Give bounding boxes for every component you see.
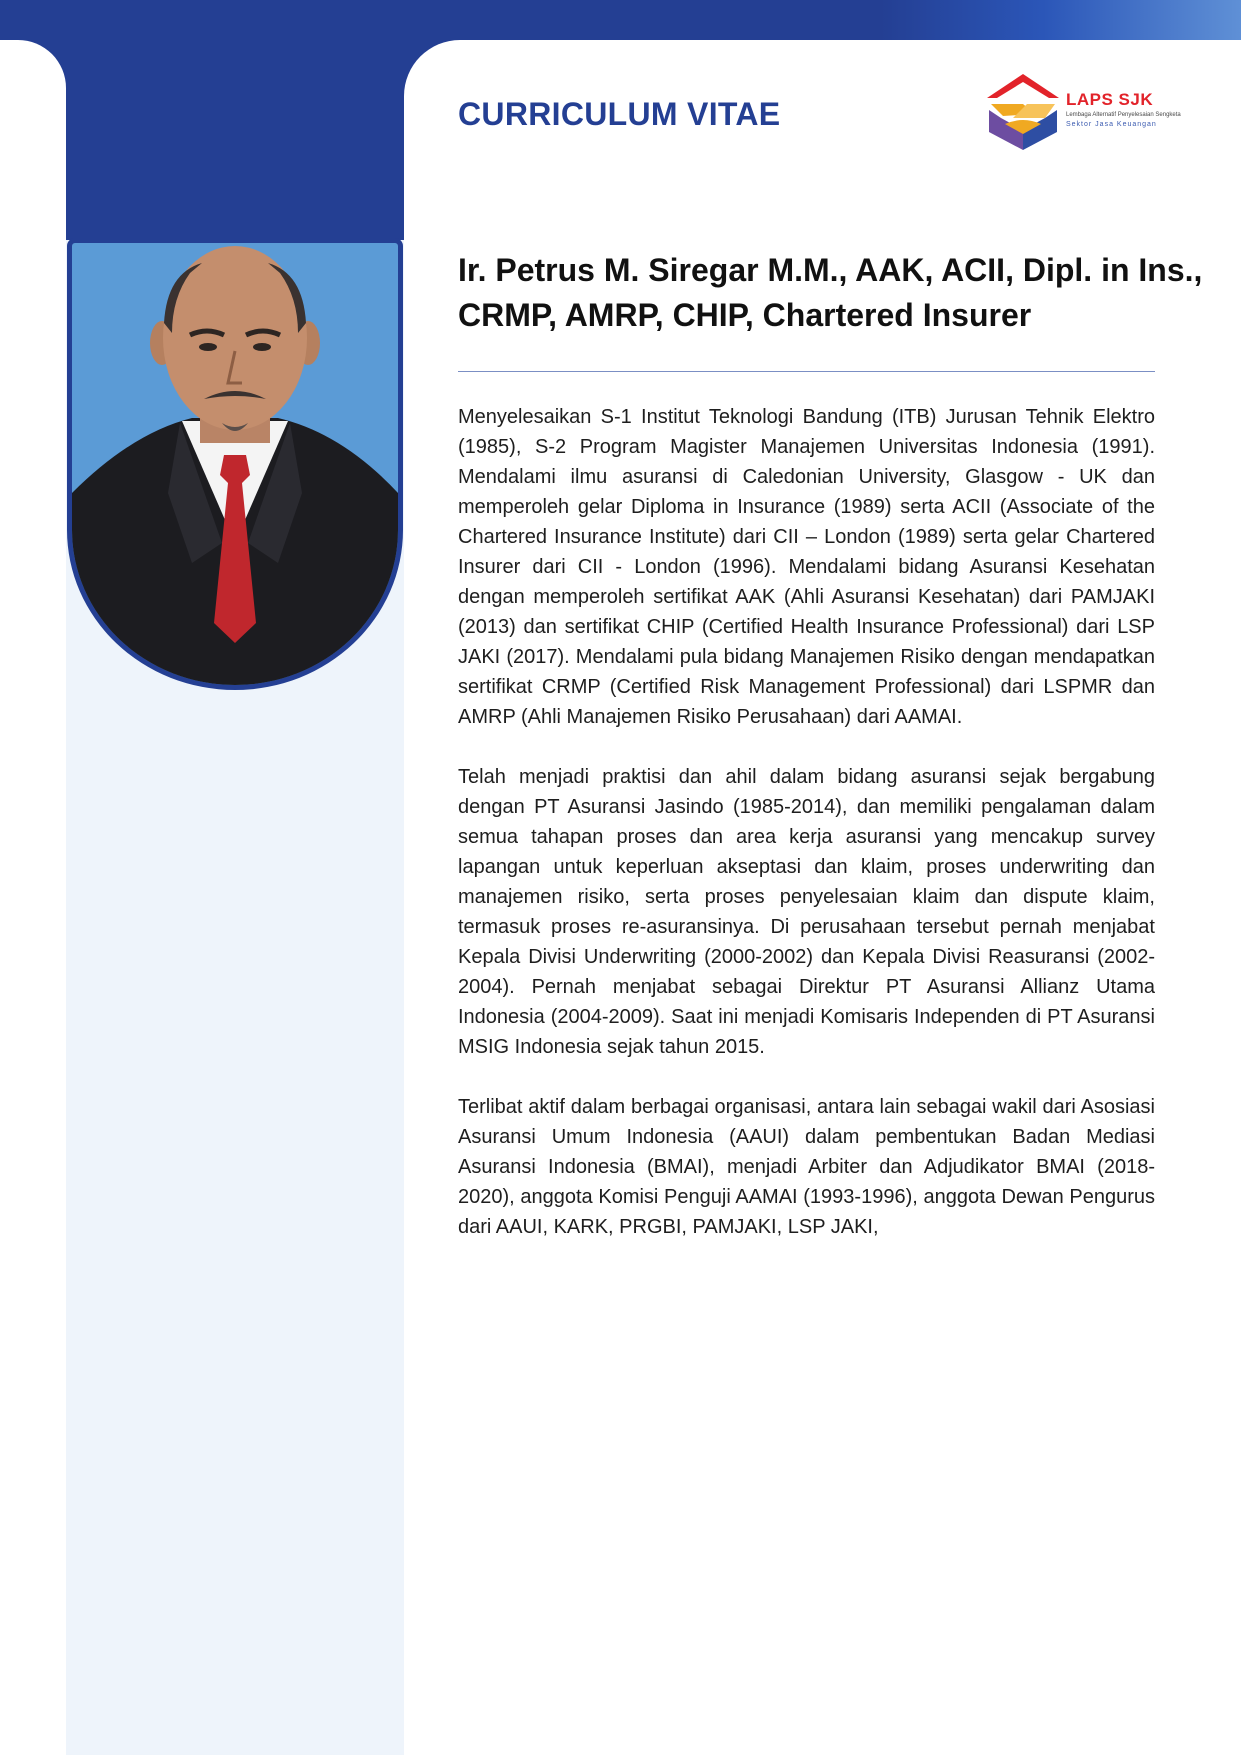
logo-tagline: Sektor Jasa Keuangan — [1066, 121, 1157, 128]
header-band-accent — [881, 0, 1241, 42]
left-margin — [0, 40, 66, 1755]
biography — [458, 402, 1155, 1272]
logo-name: LAPS SJK — [1066, 90, 1154, 109]
laps-sjk-logo — [983, 70, 1183, 154]
bio-paragraph-organizations: Terlibat aktif dalam berbagai organisasi, antara lain sebagai wakil dari Asosiasi Asuransi Umum Indonesia (AAUI) dalam pembentukan Badan Mediasi Asuransi Indonesia (BMAI), menjadi Arbiter dan Adjudikator BMAI (2018-2020), anggota Komisi Penguji AAMAI (1993-1996), anggota Dewan Pengurus dari AAUI, KARK, PRGBI, PAMJAKI, LSP JAKI, — [458, 1096, 1155, 1238]
heading-divider — [458, 371, 1155, 372]
bio-paragraph-career: Telah menjadi praktisi dan ahil dalam bidang asuransi sejak bergabung dengan PT Asuransi Jasindo (1985-2014), dan memiliki pengalaman dalam semua tahapan proses dan area kerja asuransi yang mencakup survey lapangan untuk keperluan akseptasi dan klaim, proses underwriting dan manajemen risiko, serta proses penyelesaian klaim dan dispute klaim, termasuk proses re-asuransinya. Di perusahaan tersebut pernah menjabat Kepala Divisi Underwriting (2000-2002) dan Kepala Divisi Reasuransi (2002-2004). Pernah menjabat sebagai Direktur PT Asuransi Allianz Utama Indonesia (2004-2009). Saat ini menjadi Komisaris Independen di PT Asuransi MSIG Indonesia sejak tahun 2015. — [458, 766, 1155, 1058]
portrait-photo — [67, 238, 403, 690]
page-title: CURRICULUM VITAE — [458, 96, 781, 132]
logo-mark-icon — [983, 70, 1063, 154]
person-name: Ir. Petrus M. Siregar M.M., AAK, ACII, Dipl. in Ins., CRMP, AMRP, CHIP, Chartered Insurer — [458, 252, 1203, 333]
logo-subtitle: Lembaga Alternatif Penyelesaian Sengketa — [1066, 112, 1181, 118]
bio-paragraph-education: Menyelesaikan S-1 Institut Teknologi Bandung (ITB) Jurusan Tehnik Elektro (1985), S-2 Program Magister Manajemen Universitas Indonesia (1991). Mendalami ilmu asuransi di Caledonian University, Glasgow - UK dan memperoleh gelar Diploma in Insurance (1989) serta ACII (Associate of the Chartered Insurance Institute) dari CII – London (1989) serta gelar Chartered Insurer dari CII - London (1996). Mendalami bidang Asuransi Kesehatan dengan memperoleh sertifikat AAK (Ahli Asuransi Kesehatan) dari PAMJAKI (2013) dan sertifikat CHIP (Certified Health Insurance Professional) dari LSP JAKI (2017). Mendalami pula bidang Manajemen Risiko dengan mendapatkan sertifikat CRMP (Certified Risk Management Professional) dari LSPMR dan AMRP (Ahli Manajemen Risiko Perusahaan) dari AAMAI. — [458, 406, 1155, 728]
